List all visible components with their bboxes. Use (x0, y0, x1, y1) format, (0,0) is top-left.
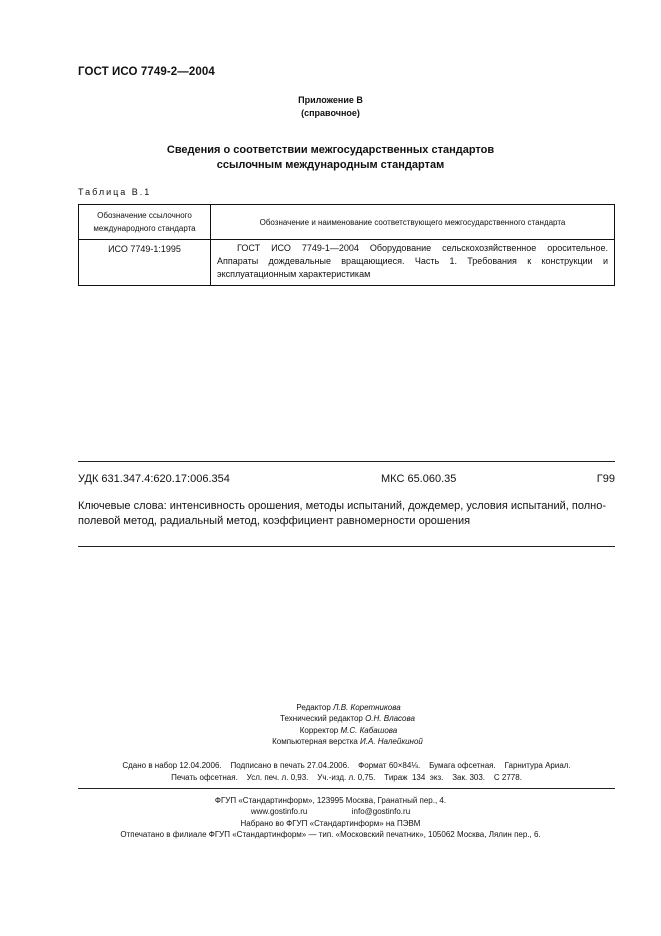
section-title-line2: ссылочным международным стандартам (216, 159, 445, 171)
credit-name: Л.В. Коретникова (333, 703, 401, 712)
divider-bottom (78, 546, 615, 547)
credit-corrector (18, 725, 661, 736)
print-info-line2: Печать офсетная. Усл. печ. л. 0,93. Уч.-изд. л. 0,75. Тираж 134 экз. Зак. 303. С 2778. (171, 773, 522, 782)
credit-layout (17, 736, 661, 747)
udk-code: УДК 631.347.4:620.17:006.354 (78, 473, 230, 485)
credit-editor (18, 702, 661, 713)
mks-code: МКС 65.060.35 (381, 473, 457, 485)
credit-role: Редактор (296, 703, 333, 712)
publisher-line3: Набрано во ФГУП «Стандартинформ» на ПЭВМ (240, 818, 421, 828)
print-info-line1: Сдано в набор 12.04.2006. Подписано в печать 27.04.2006. Формат 60×84⅛. Бумага офсетная. Гарнитура Ариал. (122, 761, 571, 770)
reference-table (78, 204, 615, 286)
okp-code: Г99 (596, 473, 615, 485)
publisher-line1: ФГУП «Стандартинформ», 123995 Москва, Гранатный пер., 4. (214, 796, 447, 805)
keywords-line1: Ключевые слова: интенсивность орошения, методы испытаний, дождемер, условия испытаний, полно- (78, 500, 607, 512)
table-cell-national: ГОСТ ИСО 7749-1—2004 Оборудование сельскохозяйственное оросительное. Аппараты дождевальные вращающиеся. Часть 1. Требования к конструкции и эксплуатационным характеристикам (211, 240, 615, 286)
table-caption: Таблица В.1 (78, 187, 152, 197)
table-header-national-standard: Обозначение и наименование соответствующего межгосударственного стандарта (211, 205, 615, 240)
credit-name: О.Н. Власова (365, 714, 415, 724)
credit-name: М.С. Кабашова (340, 725, 398, 735)
print-info (78, 760, 615, 784)
standard-code-header: ГОСТ ИСО 7749-2—2004 (78, 66, 215, 78)
credit-tech-editor (17, 713, 661, 724)
appendix-label: Приложение В (298, 95, 363, 105)
credit-role: Технический редактор (280, 714, 366, 724)
section-title-line1: Сведения о соответствии межгосударственных стандартов (166, 144, 495, 156)
publisher-line2: www.gostinfo.ru info@gostinfo.ru (250, 807, 411, 817)
credits-block (0, 702, 661, 747)
table-row (79, 240, 615, 286)
table-cell-ref: ИСО 7749-1:1995 (79, 240, 211, 286)
publisher-block (0, 795, 661, 841)
appendix-note: (справочное) (301, 108, 360, 118)
credit-name: И.А. Налейкиной (360, 736, 423, 746)
table-header-row (79, 205, 615, 240)
credit-role: Компьютерная верстка (272, 736, 361, 746)
table-header-ref-line2: международного стандарта (93, 224, 196, 233)
publisher-line4: Отпечатано в филиале ФГУП «Стандартинформ» — тип. «Московский печатник», 105062 Москва, Лялин пер., 6. (120, 830, 541, 840)
divider-publisher (78, 788, 615, 789)
table-header-ref-standard (79, 205, 211, 240)
divider-top (78, 461, 615, 462)
keywords (78, 499, 615, 528)
credit-role: Корректор (299, 725, 341, 735)
table-header-ref-line1: Обозначение ссылочного (97, 211, 192, 220)
keywords-line2: полевой метод, радиальный метод, коэффициент равномерности орошения (78, 514, 471, 527)
